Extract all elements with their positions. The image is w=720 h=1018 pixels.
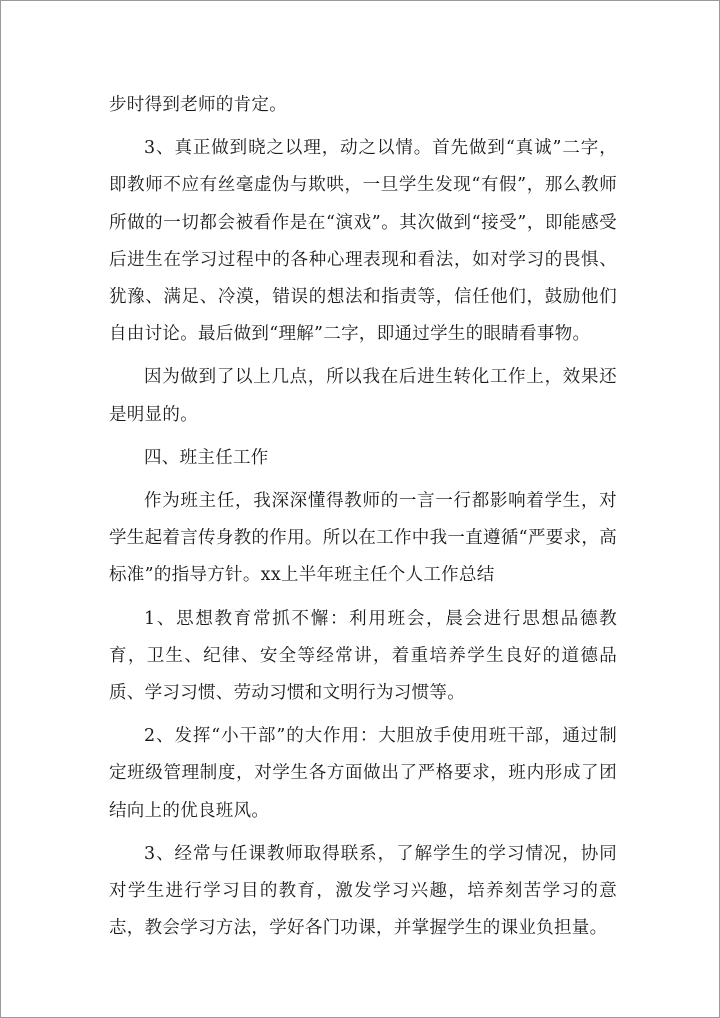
- paragraph-1: 步时得到老师的肯定。: [109, 95, 287, 115]
- section-heading: 四、班主任工作: [144, 447, 269, 468]
- document-body: [109, 87, 617, 947]
- paragraph-5: 1、思想教育常抓不懈：利用班会，晨会进行思想品德教育，卫生、纪律、安全等经常讲，着重培养学生良好的道德品质、学习习惯、劳动习惯和文明行为习惯等。: [109, 608, 617, 704]
- paragraph-2: 3、真正做到晓之以理，动之以情。首先做到“真诚”二字，即教师不应有丝毫虚伪与欺哄，一旦学生发现“有假”，那么教师所做的一切都会被看作是在“演戏”。其次做到“接受”，即能感受后进生在学习过程中的各种心理表现和看法，如对学习的畏惧、犹豫、满足、冷漠，错误的想法和指责等，信任他们，鼓励他们自由讨论。最后做到“理解”二字，即通过学生的眼睛看事物。: [109, 138, 617, 345]
- paragraph-3: 因为做到了以上几点，所以我在后进生转化工作上，效果还是明显的。: [109, 367, 617, 425]
- paragraph-7: 3、经常与任课教师取得联系，了解学生的学习情况，协同对学生进行学习目的教育，激发学习兴趣，培养刻苦学习的意志，教会学习方法，学好各门功课，并掌握学生的课业负担量。: [109, 843, 617, 939]
- paragraph-4: 作为班主任，我深深懂得教师的一言一行都影响着学生，对学生起着言传身教的作用。所以在工作中我一直遵循“严要求，高标准”的指导方针。xx上半年班主任个人工作总结: [109, 491, 617, 586]
- paragraph-6: 2、发挥“小干部”的大作用：大胆放手使用班干部，通过制定班级管理制度，对学生各方面做出了严格要求，班内形成了团结向上的优良班风。: [109, 726, 617, 821]
